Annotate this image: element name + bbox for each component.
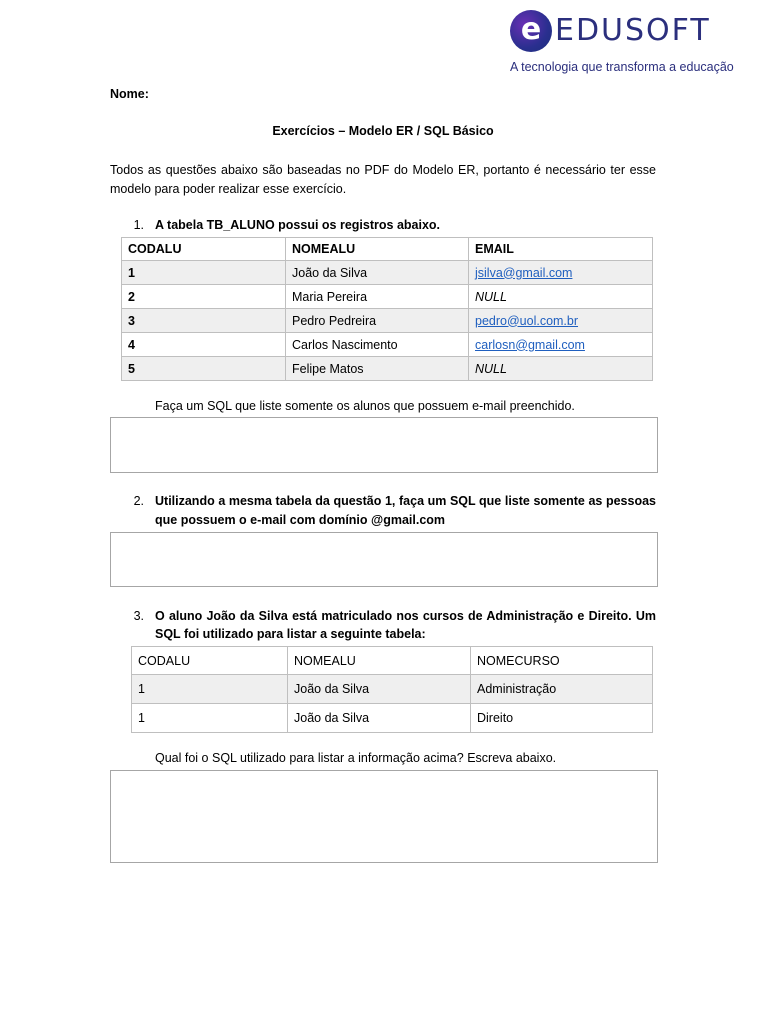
table-header-row [132, 647, 653, 675]
table-cell: Pedro Pedreira [286, 309, 469, 333]
q3-table [131, 646, 653, 733]
q2-text-line1: Utilizando a mesma tabela da questão 1, faça um SQL que liste somente as pessoas [155, 494, 656, 508]
logo-mark [510, 10, 552, 52]
q2-number: 2. [133, 494, 144, 508]
table-cell: Direito [471, 704, 653, 733]
table-cell: 3 [122, 309, 286, 333]
q3-text-line2: SQL foi utilizado para listar a seguinte tabela: [155, 627, 426, 641]
table-header: NOMEALU [286, 238, 469, 261]
table-header: NOMEALU [288, 647, 471, 675]
table-cell: João da Silva [288, 675, 471, 704]
table-cell: NULL [469, 357, 653, 381]
email-link[interactable]: jsilva@gmail.com [475, 265, 573, 280]
email-link[interactable]: carlosn@gmail.com [475, 337, 585, 352]
q3-instruction: Qual foi o SQL utilizado para listar a informação acima? Escreva abaixo. [155, 751, 557, 765]
table-cell: 1 [122, 261, 286, 285]
q1-number: 1. [133, 218, 144, 232]
q1-instruction: Faça um SQL que liste somente os alunos que possuem e-mail preenchido. [155, 399, 575, 413]
table-row [122, 357, 653, 381]
table-cell: Carlos Nascimento [286, 333, 469, 357]
logo-tagline: A tecnologia que transforma a educação [510, 60, 734, 74]
table-cell: João da Silva [286, 261, 469, 285]
table-row [122, 309, 653, 333]
intro-paragraph: Todos as questões abaixo são baseadas no PDF do Modelo ER, portanto é necessário ter esse modelo para poder realizar esse exercício. [110, 163, 656, 196]
table-cell: Maria Pereira [286, 285, 469, 309]
name-label: Nome: [110, 87, 149, 101]
table-cell: 5 [122, 357, 286, 381]
table-header: CODALU [132, 647, 288, 675]
table-cell: Administração [471, 675, 653, 704]
table-cell: João da Silva [288, 704, 471, 733]
table-cell: 1 [132, 704, 288, 733]
table-cell: 4 [122, 333, 286, 357]
logo-wordmark: EDUSOFT [555, 13, 711, 48]
table-row [122, 333, 653, 357]
table-cell: 2 [122, 285, 286, 309]
q3-number: 3. [133, 609, 144, 623]
q3-answer-box[interactable] [110, 770, 658, 863]
q1-text: A tabela TB_ALUNO possui os registros abaixo. [155, 218, 441, 232]
page-title: Exercícios – Modelo ER / SQL Básico [272, 124, 494, 138]
table-cell [469, 261, 653, 285]
table-cell [469, 309, 653, 333]
table-header-row [122, 238, 653, 261]
table-row [122, 285, 653, 309]
q1-table [121, 237, 653, 381]
table-cell: NULL [469, 285, 653, 309]
table-row [132, 704, 653, 733]
table-row [122, 261, 653, 285]
q2-answer-box[interactable] [110, 532, 658, 587]
logo-mark-letter: e [520, 11, 542, 47]
q1-answer-box[interactable] [110, 417, 658, 473]
table-cell: Felipe Matos [286, 357, 469, 381]
table-header: NOMECURSO [471, 647, 653, 675]
email-link[interactable]: pedro@uol.com.br [475, 313, 579, 328]
q2-text-line2: que possuem o e-mail com domínio @gmail.com [155, 513, 446, 527]
q3-text-line1: O aluno João da Silva está matriculado nos cursos de Administração e Direito. Um [155, 609, 656, 623]
table-header: CODALU [122, 238, 286, 261]
table-cell: 1 [132, 675, 288, 704]
table-cell [469, 333, 653, 357]
table-row [132, 675, 653, 704]
table-header: EMAIL [469, 238, 653, 261]
